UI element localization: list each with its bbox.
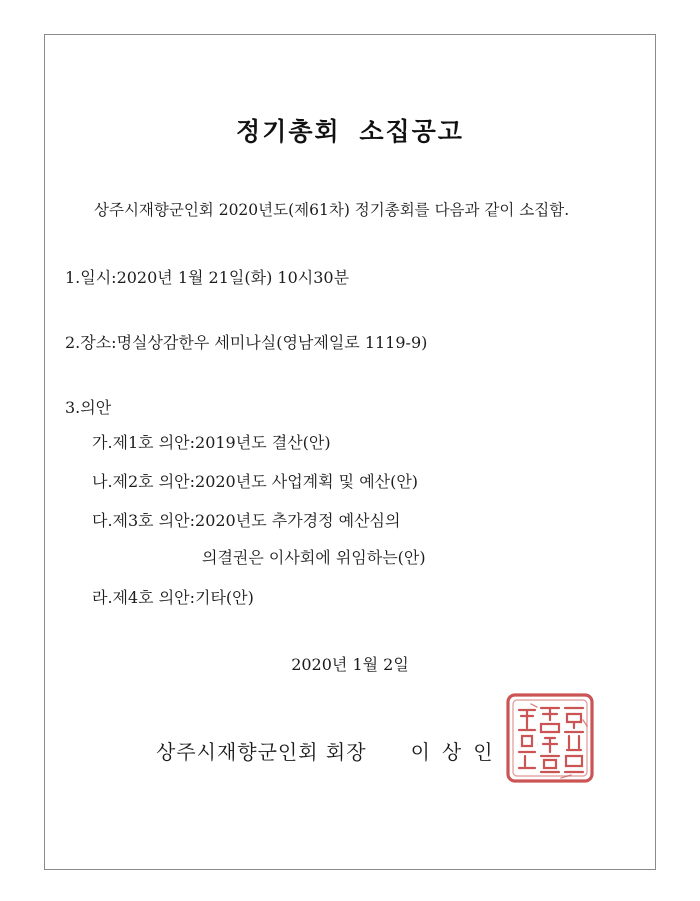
- notice-date: 2020년 1월 2일: [291, 655, 409, 674]
- official-seal-stamp-icon: [503, 690, 597, 786]
- item-datetime: 1.일시:2020년 1월 21일(화) 10시30분: [65, 268, 350, 287]
- intro-paragraph: 상주시재향군인회 2020년도(제61차) 정기총회를 다음과 같이 소집함.: [94, 201, 570, 219]
- agenda-item-2: 나.제2호 의안:2020년도 사업계획 및 예산(안): [92, 472, 419, 491]
- signer-organization: 상주시재향군인회 회장: [156, 740, 367, 764]
- agenda-item-3: 다.제3호 의안:2020년도 추가경정 예산심의: [92, 511, 401, 530]
- agenda-item-1: 가.제1호 의안:2019년도 결산(안): [92, 433, 331, 452]
- agenda-item-3-continued: 의결권은 이사회에 위임하는(안): [202, 548, 426, 567]
- document-title: 정기총회 소집공고: [236, 117, 464, 146]
- item-place: 2.장소:명실상감한우 세미나실(영남제일로 1119-9): [65, 333, 428, 352]
- signer-name: 이상인: [410, 740, 505, 764]
- signer-line: [156, 736, 505, 765]
- item-agenda-heading: 3.의안: [65, 398, 112, 417]
- agenda-item-4: 라.제4호 의안:기타(안): [92, 588, 254, 607]
